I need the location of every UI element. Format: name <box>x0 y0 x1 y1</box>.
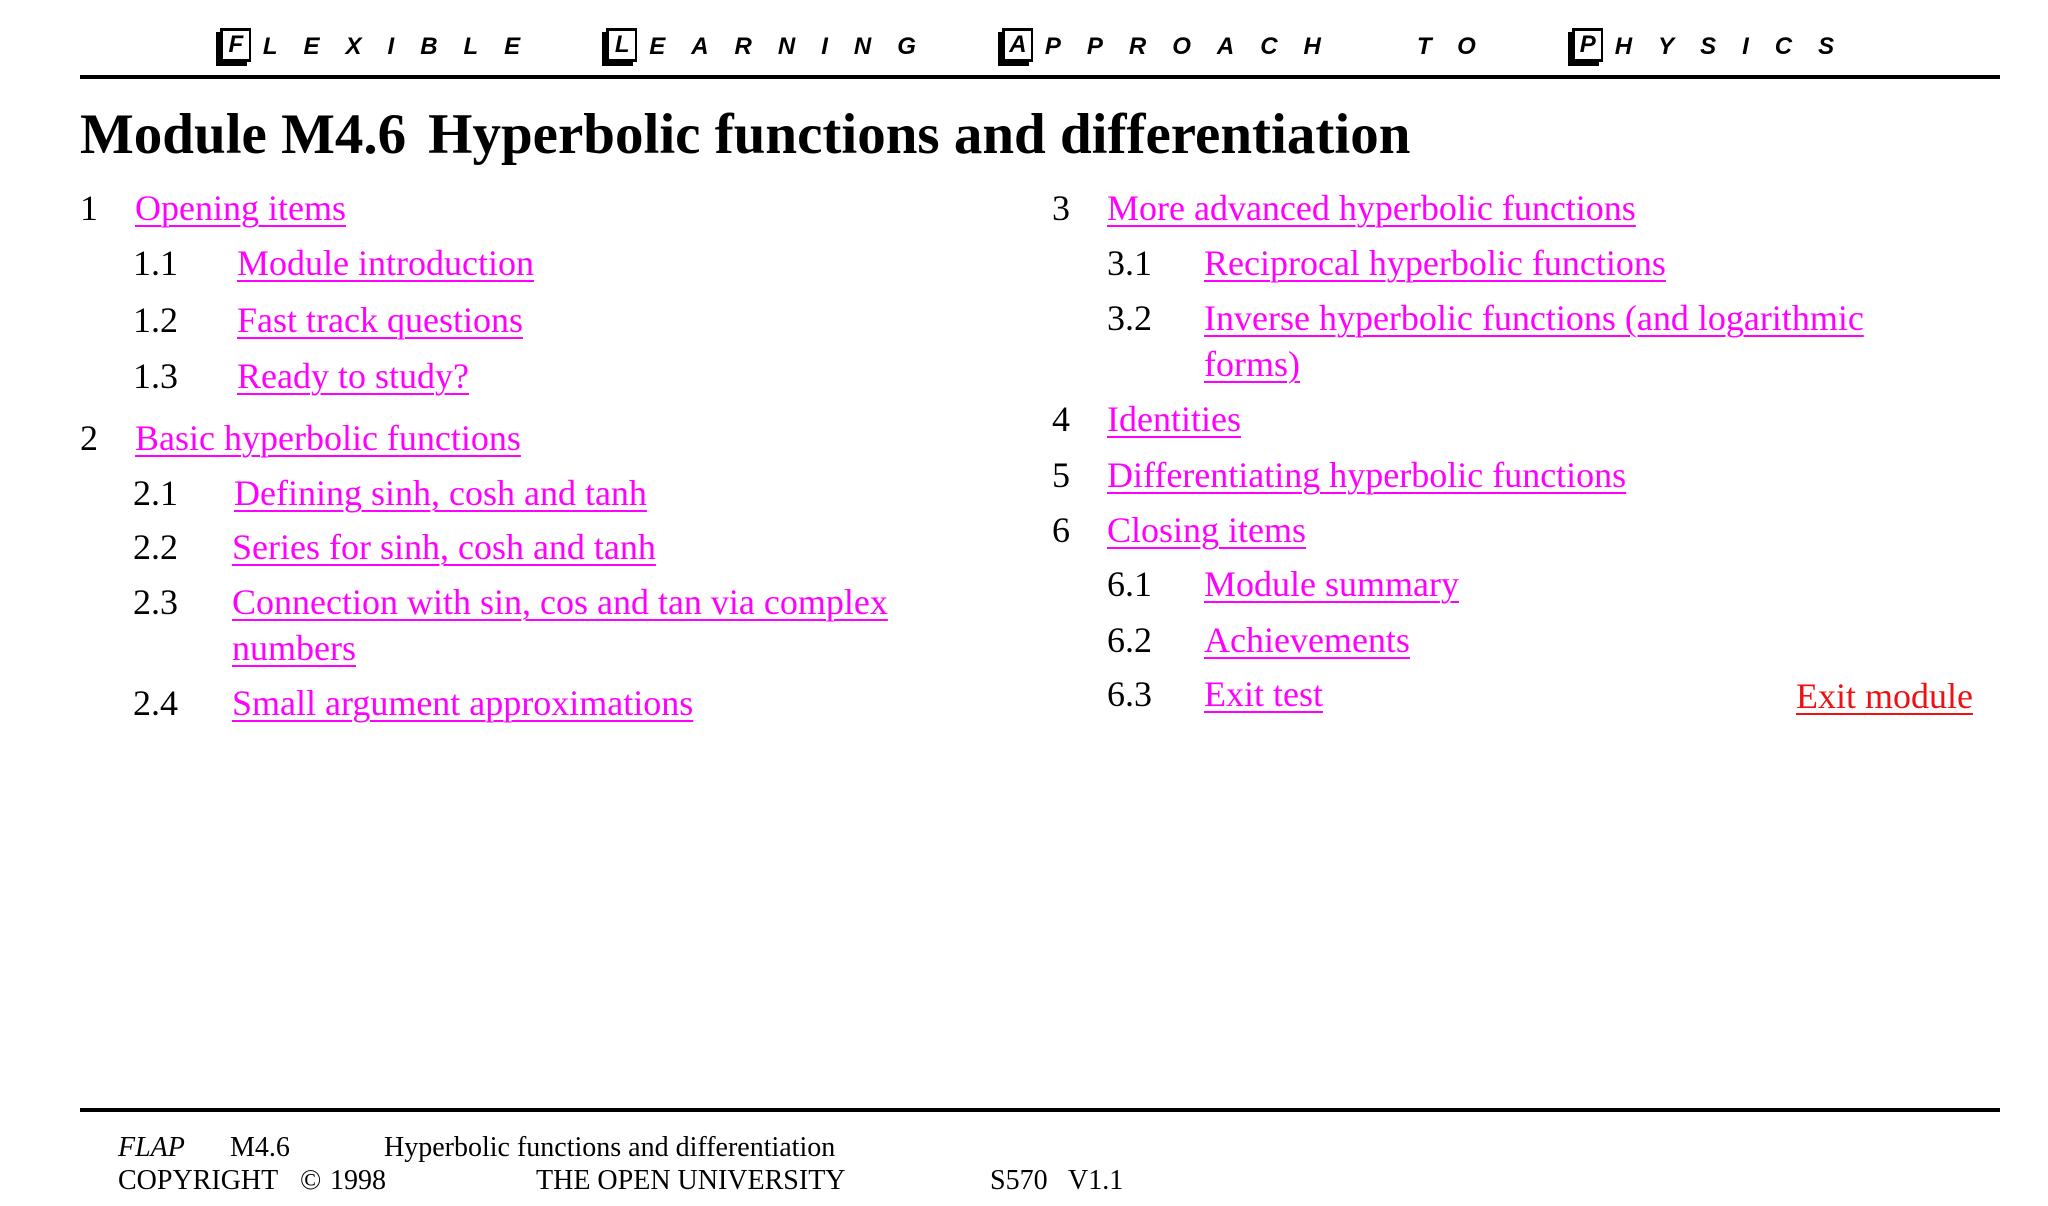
toc-number: 3 <box>1052 188 1070 228</box>
toc-number: 1.3 <box>133 356 178 396</box>
toc-number: 6 <box>1052 510 1070 550</box>
footer-module-code: M4.6 <box>230 1132 290 1163</box>
toc-link-more-advanced-hyperbolic[interactable]: More advanced hyperbolic functions <box>1107 188 1636 228</box>
toc-number: 1.1 <box>133 243 178 283</box>
toc-link-exit-test[interactable]: Exit test <box>1204 674 1323 714</box>
banner-initial: A <box>1002 28 1033 62</box>
banner-word-approach <box>1002 30 1347 64</box>
toc-link-connection-complex-numbers[interactable]: Connection with sin, cos and tan via complex <box>232 582 888 622</box>
toc-link-inverse-hyperbolic[interactable]: Inverse hyperbolic functions (and logarithmic <box>1204 298 1864 338</box>
top-rule <box>80 75 2000 79</box>
page-title <box>80 102 1410 167</box>
toc-number: 1 <box>80 188 98 228</box>
banner-initial: L <box>606 28 637 62</box>
toc-number: 2.1 <box>133 473 178 513</box>
banner-word-physics <box>1572 30 1860 64</box>
toc-link-module-summary[interactable]: Module summary <box>1204 564 1459 604</box>
module-code: Module M4.6 <box>80 103 407 166</box>
toc-number: 6.3 <box>1107 674 1152 714</box>
banner-rest: TO <box>1416 33 1502 60</box>
toc-link-closing-items[interactable]: Closing items <box>1107 510 1307 550</box>
toc-link-differentiating-hyperbolic[interactable]: Differentiating hyperbolic functions <box>1107 455 1627 495</box>
toc-link-ready-to-study[interactable]: Ready to study? <box>237 356 469 396</box>
toc-link-inverse-hyperbolic-cont[interactable]: forms) <box>1204 344 1300 384</box>
toc-number: 5 <box>1052 455 1070 495</box>
toc-number: 2.3 <box>133 582 178 622</box>
bottom-rule <box>80 1108 2000 1112</box>
footer-year: 1998 <box>330 1165 386 1196</box>
footer-publisher: THE OPEN UNIVERSITY <box>536 1165 846 1196</box>
toc-number: 2.4 <box>133 683 178 723</box>
toc-number: 3.2 <box>1107 298 1152 338</box>
toc-link-series-sinh-cosh-tanh[interactable]: Series for sinh, cosh and tanh <box>232 527 656 567</box>
toc-link-module-introduction[interactable]: Module introduction <box>237 243 534 283</box>
footer-version: V1.1 <box>1068 1165 1124 1196</box>
toc-link-identities[interactable]: Identities <box>1107 399 1241 439</box>
toc-link-achievements[interactable]: Achievements <box>1204 620 1410 660</box>
toc-number: 3.1 <box>1107 243 1152 283</box>
exit-module-link[interactable]: Exit module <box>1796 676 1973 716</box>
toc-link-opening-items[interactable]: Opening items <box>135 188 346 228</box>
banner-rest: EARNING <box>649 33 942 60</box>
toc-link-basic-hyperbolic-functions[interactable]: Basic hyperbolic functions <box>135 418 521 458</box>
banner-rest: PPROACH <box>1044 33 1347 60</box>
flap-banner <box>80 26 2000 68</box>
toc-link-defining-sinh-cosh-tanh[interactable]: Defining sinh, cosh and tanh <box>234 473 647 513</box>
toc-link-reciprocal-hyperbolic[interactable]: Reciprocal hyperbolic functions <box>1204 243 1666 283</box>
toc-link-small-argument-approximations[interactable]: Small argument approximations <box>232 683 694 723</box>
footer-copyright: COPYRIGHT <box>118 1165 279 1196</box>
toc-link-connection-complex-numbers-cont[interactable]: numbers <box>232 628 356 668</box>
module-title: Hyperbolic functions and differentiation <box>428 103 1411 166</box>
footer-copyright-symbol: © <box>300 1165 322 1196</box>
toc-number: 1.2 <box>133 300 178 340</box>
banner-word-learning <box>606 30 942 64</box>
toc-number: 2 <box>80 418 98 458</box>
banner-word-flexible <box>220 30 546 64</box>
banner-initial: P <box>1572 28 1603 62</box>
toc-number: 6.1 <box>1107 564 1152 604</box>
footer-course: S570 <box>990 1165 1048 1196</box>
banner-initial: F <box>220 28 251 62</box>
footer-flap: FLAP <box>118 1132 185 1163</box>
toc-number: 2.2 <box>133 527 178 567</box>
toc-number: 6.2 <box>1107 620 1152 660</box>
toc-link-fast-track-questions[interactable]: Fast track questions <box>237 300 523 340</box>
banner-rest: HYSICS <box>1614 33 1861 60</box>
footer-module-title: Hyperbolic functions and differentiation <box>384 1132 836 1163</box>
banner-rest: LEXIBLE <box>262 33 547 60</box>
toc-number: 4 <box>1052 399 1070 439</box>
banner-word-to <box>1417 33 1502 61</box>
